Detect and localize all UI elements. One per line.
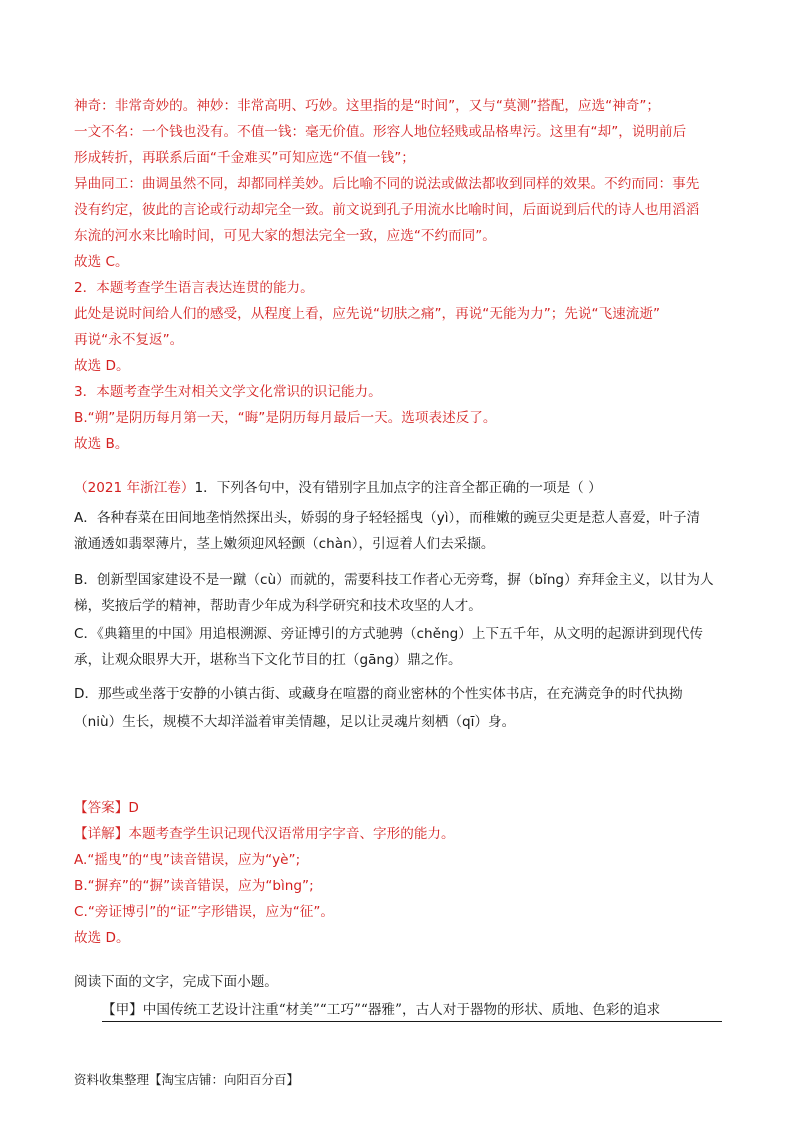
question-source: （2021 年浙江卷） — [74, 480, 195, 496]
option-b-line-2: 梯，奖掖后学的精神，帮助青少年成为科学研究和技术攻坚的人才。 — [74, 598, 482, 614]
explanation-1-line-2: 一文不名：一个钱也没有。不值一钱：毫无价值。形容人地位轻贱或品格卑污。这里有“却”，说明前后 — [74, 124, 687, 140]
explanation-3-conclusion: 故选 B。 — [74, 436, 129, 452]
explanation-2-line-2: 再说“永不复返”。 — [74, 332, 184, 348]
explanation-3-heading: 3．本题考查学生对相关文学文化常识的识记能力。 — [74, 384, 382, 400]
option-b-line-1: B．创新型国家建设不是一蹴（cù）而就的，需要科技工作者心无旁骛，摒（bǐng）弃拜金主义，以甘为人 — [74, 572, 714, 588]
answer-label: 【答案】D — [74, 800, 139, 816]
reading-passage-jia: 【甲】中国传统工艺设计注重“材美”“工巧”“器雅”，古人对于器物的形状、质地、色彩的追求 — [102, 1000, 722, 1022]
option-c-line-1: C．《典籍里的中国》用追根溯源、旁证博引的方式驰骋（chěng）上下五千年，从文明的起源讲到现代传 — [74, 626, 703, 642]
answer-point-b: B.“摒弃”的“摒”读音错误，应为“bìng”; — [74, 878, 314, 894]
answer-point-a: A.“摇曳”的“曳”读音错误，应为“yè”; — [74, 852, 301, 868]
answer-choice: 故选 D。 — [74, 930, 130, 946]
explanation-1-line-3: 形成转折，再联系后面“千金难买”可知应选“不值一钱”； — [74, 150, 415, 166]
question-text: 1．下列各句中，没有错别字且加点字的注音全都正确的一项是（ ） — [194, 480, 602, 496]
reading-intro: 阅读下面的文字，完成下面小题。 — [74, 974, 278, 990]
explanation-3-line-1: B.“朔”是阴历每月第一天，“晦”是阴历每月最后一天。选项表述反了。 — [74, 410, 497, 426]
explanation-1-line-5: 没有约定，彼此的言论或行动却完全一致。前文说到孔子用流水比喻时间，后面说到后代的诗人也用滔滔 — [74, 202, 700, 218]
page-footer: 资料收集整理【淘宝店铺：向阳百分百】 — [74, 1072, 300, 1087]
explanation-1-line-4: 异曲同工：曲调虽然不同，却都同样美妙。后比喻不同的说法或做法都收到同样的效果。不约而同：事先 — [74, 176, 700, 192]
question-stem — [74, 478, 730, 498]
explanation-2-line-1: 此处是说时间给人们的感受，从程度上看，应先说“切肤之痛”，再说“无能为力”；先说“飞速流逝” — [74, 306, 661, 322]
explanation-1-conclusion: 故选 C。 — [74, 254, 129, 270]
explanation-1-line-6: 东流的河水来比喻时间，可见大家的想法完全一致，应选“不约而同”。 — [74, 228, 496, 244]
option-a-line-2: 澈通透如翡翠薄片，茎上嫩须迎风轻颤（chàn），引逗着人们去采撷。 — [74, 536, 495, 552]
explanation-2-conclusion: 故选 D。 — [74, 358, 130, 374]
option-d-line-2: （niù）生长，规模不大却洋溢着审美情趣，足以让灵魂片刻栖（qī）身。 — [74, 714, 516, 730]
option-a-line-1: A．各种春菜在田间地垄悄然探出头，娇弱的身子轻轻摇曳（yì），而稚嫩的豌豆尖更是惹人喜爱，叶子清 — [74, 510, 701, 526]
answer-detail: 【详解】本题考查学生识记现代汉语常用字字音、字形的能力。 — [74, 826, 455, 842]
option-d-line-1: D．那些或坐落于安静的小镇古街、或藏身在喧嚣的商业密林的个性实体书店，在充满竞争的时代执拗 — [74, 686, 683, 702]
answer-point-c: C.“旁证博引”的“证”字形错误，应为“征”。 — [74, 904, 334, 920]
option-c-line-2: 承，让观众眼界大开，堪称当下文化节目的扛（gāng）鼎之作。 — [74, 652, 462, 668]
explanation-1-line-1: 神奇：非常奇妙的。神妙：非常高明、巧妙。这里指的是“时间”，又与“莫测”搭配，应选“神奇”； — [74, 98, 661, 114]
explanation-2-heading: 2．本题考查学生语言表达连贯的能力。 — [74, 280, 314, 296]
